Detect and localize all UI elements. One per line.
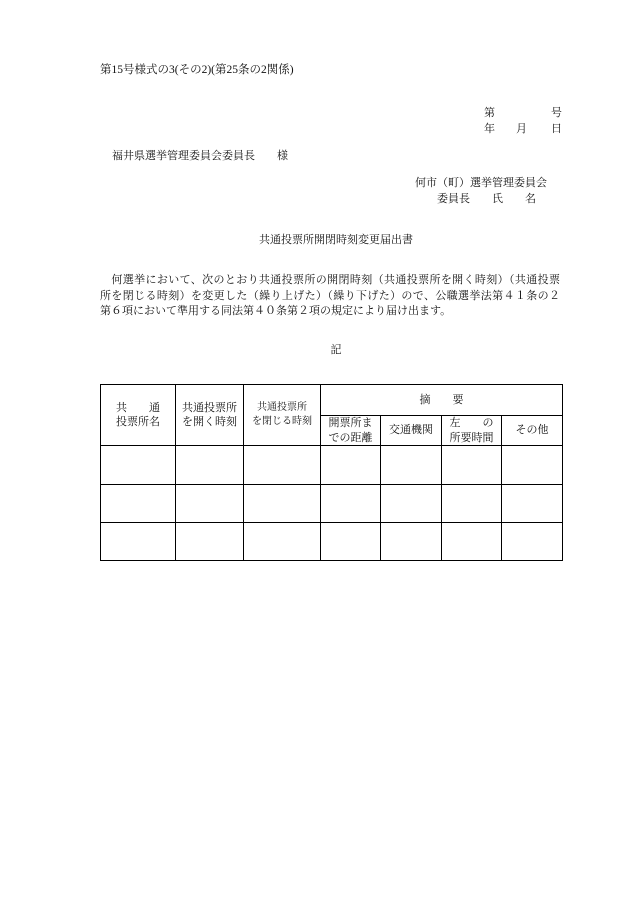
table-header-row: [101, 385, 563, 416]
table-cell: [321, 485, 381, 523]
table-cell: [502, 523, 563, 561]
header-line: を開く時刻: [182, 416, 237, 428]
table-cell: [244, 523, 321, 561]
header-travel-time: [442, 416, 502, 446]
sender-organization: 何市（町）選挙管理委員会: [415, 177, 547, 189]
table-cell: [442, 523, 502, 561]
document-title: 共通投票所開閉時刻変更届出書: [259, 234, 413, 246]
number-prefix-label: 第: [484, 107, 495, 119]
header-distance-to-counting-place: [321, 416, 381, 446]
header-line: 共通投票所: [257, 401, 307, 413]
form-number: 第15号様式の3(その2)(第25条の2関係): [100, 64, 294, 76]
table-cell: [442, 485, 502, 523]
header-line: での距離: [328, 431, 373, 444]
body-line: 所を閉じる時刻）を変更した（繰り上げた）（繰り下げた）ので、公職選挙法第４１条の２: [100, 290, 560, 302]
header-other: その他: [502, 416, 563, 446]
table-row: [101, 446, 563, 485]
header-line: 投票所名: [116, 416, 160, 428]
date-month-label: 月: [516, 123, 527, 135]
header-line: 共通投票所: [182, 401, 237, 414]
sender-name-line: 委員長 氏 名: [437, 193, 536, 205]
table-cell: [381, 485, 442, 523]
date-day-label: 日: [551, 123, 562, 135]
body-line: 何選挙において、次のとおり共通投票所の開閉時刻（共通投票所を開く時刻）（共通投票: [100, 274, 560, 286]
header-line: 開票所ま: [328, 417, 373, 429]
note-heading: 記: [330, 344, 342, 356]
table-cell: [321, 523, 381, 561]
table-cell: [244, 485, 321, 523]
header-transportation: 交通機関: [381, 416, 442, 446]
header-opening-time: [176, 385, 244, 446]
table-cell: [321, 446, 381, 485]
table-cell: [101, 523, 176, 561]
table-cell: [176, 523, 244, 561]
table-cell: [176, 446, 244, 485]
header-line: を閉じる時刻: [252, 416, 312, 427]
table-cell: [244, 446, 321, 485]
table-cell: [101, 446, 176, 485]
report-table: [100, 384, 563, 561]
table-cell: [502, 446, 563, 485]
header-polling-place-name: [101, 385, 176, 446]
table-cell: [442, 446, 502, 485]
table-row: [101, 523, 563, 561]
table-cell: [381, 446, 442, 485]
body-line: 第６項において準用する同法第４０条第２項の規定により届け出ます。: [100, 305, 452, 317]
header-line: 左 の: [449, 417, 494, 429]
table-cell: [101, 485, 176, 523]
date-year-label: 年: [484, 123, 495, 135]
number-suffix-label: 号: [551, 107, 562, 119]
header-line: 共 通: [116, 401, 160, 414]
table-cell: [176, 485, 244, 523]
table-cell: [502, 485, 563, 523]
header-summary: 摘 要: [321, 385, 563, 416]
header-closing-time: [244, 385, 321, 446]
table-cell: [381, 523, 442, 561]
table-row: [101, 485, 563, 523]
header-line: 所要時間: [449, 431, 494, 444]
addressee: 福井県選挙管理委員会委員長 様: [112, 150, 288, 162]
